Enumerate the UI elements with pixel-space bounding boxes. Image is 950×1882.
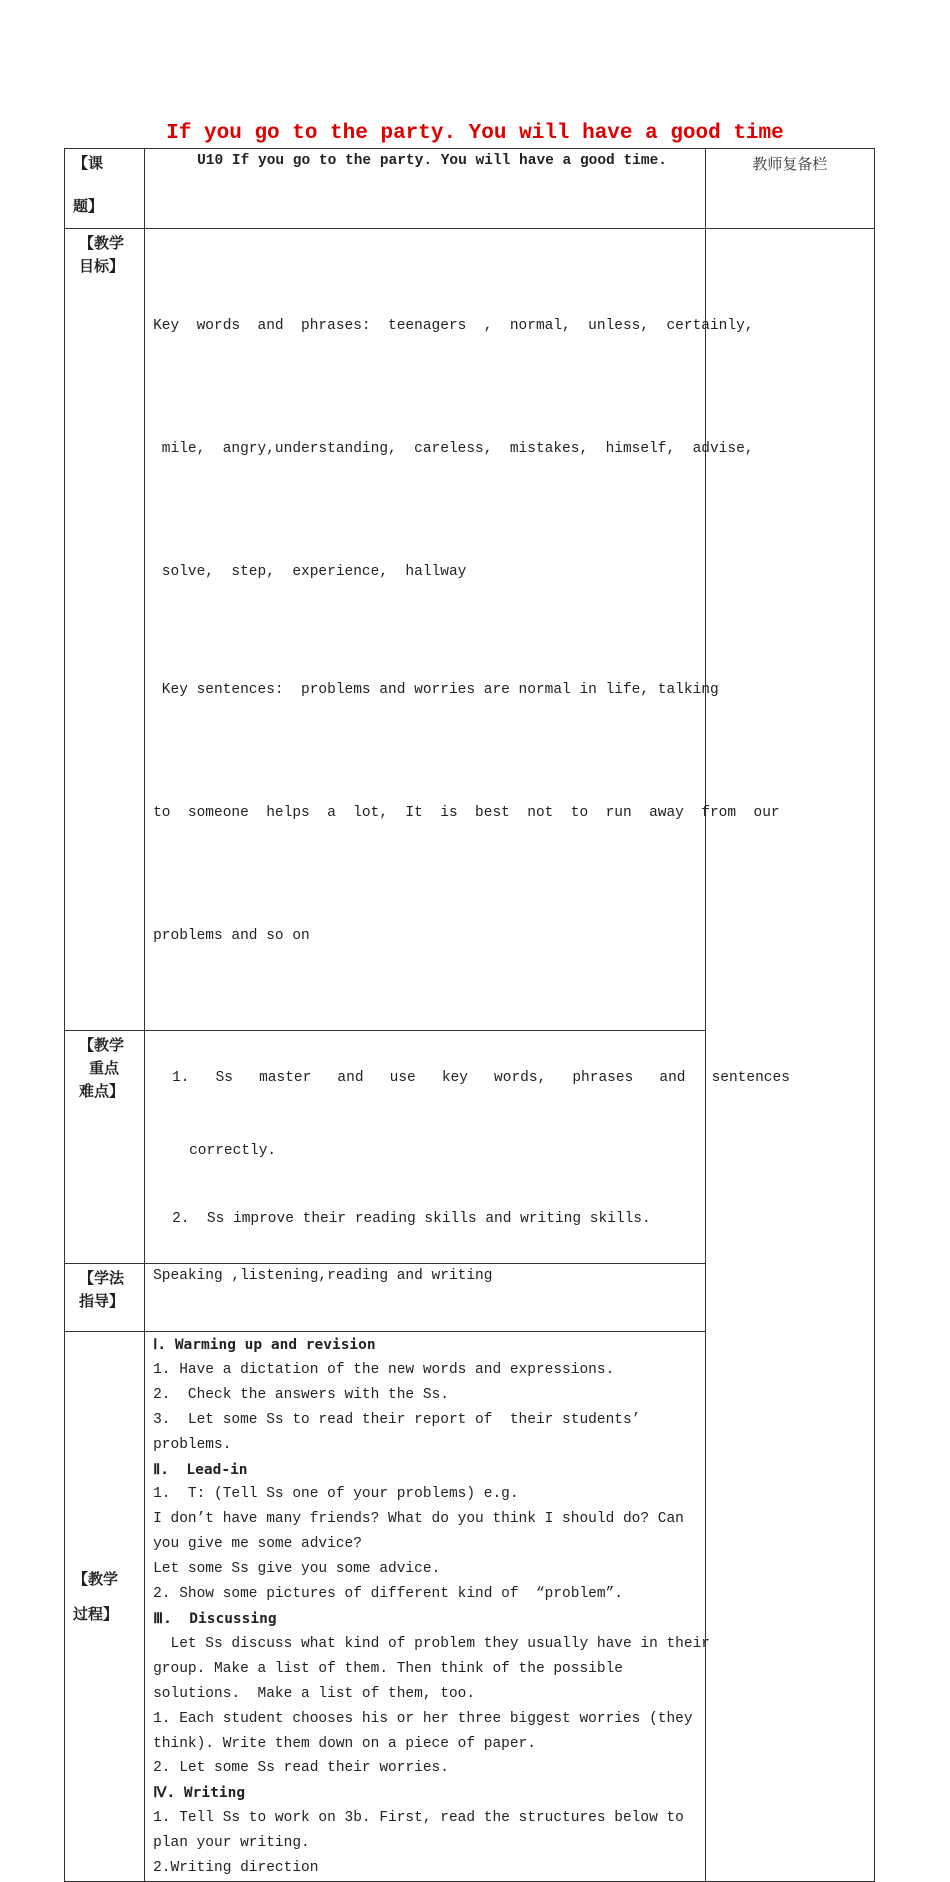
key-points-label-1: 【教学 (79, 1036, 125, 1054)
notes-cell (705, 229, 874, 1882)
process-label-2: 过程】 (73, 1605, 119, 1624)
objectives-line: Key words and phrases: teenagers , normal, unless, certainly, (153, 318, 754, 334)
topic-label-1: 【课 (73, 154, 104, 172)
key-points-text (145, 1031, 790, 1263)
topic-label-2: 题】 (73, 197, 104, 215)
process-label-1: 【教学 (73, 1570, 119, 1589)
objectives-label-1: 【教学 (79, 234, 125, 252)
method-label-2: 指导】 (79, 1292, 125, 1310)
process-line: 1. Each student chooses his or her three biggest worries (they (153, 1710, 693, 1727)
process-line: 1. T: (Tell Ss one of your problems) e.g. (153, 1486, 519, 1503)
process-line: group. Make a list of them. Then think of the possible (153, 1660, 623, 1677)
notes-header-cell (705, 149, 874, 229)
process-section-heading: Ⅳ. Writing (153, 1785, 246, 1802)
process-line: 2. Check the answers with the Ss. (153, 1386, 449, 1403)
process-content-cell (145, 1332, 710, 1882)
method-label-cell (65, 1264, 145, 1332)
objectives-line: to someone helps a lot, It is best not to run away from our (153, 805, 780, 821)
objectives-line: solve, step, experience, hallway (153, 564, 467, 580)
document-title: If you go to the party. You will have a good time (166, 122, 784, 145)
process-section-heading: Ⅲ. Discussing (153, 1610, 277, 1627)
objectives-label-cell (65, 229, 145, 1031)
objectives-label-2: 目标】 (79, 257, 125, 275)
process-line: solutions. Make a list of them, too. (153, 1685, 476, 1702)
topic-label-cell (65, 149, 145, 229)
objectives-text (145, 229, 780, 1030)
process-section-heading: Ⅱ. Lead-in (153, 1461, 248, 1478)
process-label-cell (65, 1332, 145, 1882)
process-line: think). Write them down on a piece of paper. (153, 1735, 536, 1752)
key-points-line: correctly. (189, 1143, 277, 1159)
objectives-line: Key sentences: problems and worries are normal in life, talking (153, 682, 719, 698)
process-line: I don’t have many friends? What do you think I should do? Can (153, 1511, 684, 1528)
process-section-heading: Ⅰ. Warming up and revision (153, 1337, 376, 1353)
process-line: 2.Writing direction (153, 1860, 319, 1877)
key-points-label-2: 重点 (89, 1059, 120, 1077)
topic-content-cell (145, 149, 706, 229)
key-points-label-cell (65, 1031, 145, 1264)
process-line: 2. Let some Ss read their worries. (153, 1760, 449, 1777)
process-line: you give me some advice? (153, 1536, 362, 1553)
process-line: problems. (153, 1436, 232, 1453)
notes-header: 教师复备栏 (752, 155, 828, 173)
key-points-label-3: 难点】 (79, 1082, 125, 1100)
process-line: 1. Tell Ss to work on 3b. First, read the structures below to (153, 1810, 684, 1827)
objectives-line: mile, angry,understanding, careless, mistakes, himself, advise, (153, 441, 754, 457)
objectives-line: problems and so on (153, 928, 310, 944)
key-points-content-cell (145, 1031, 790, 1264)
method-label-1: 【学法 (79, 1269, 125, 1287)
objectives-row (65, 229, 875, 1031)
method-content: Speaking ,listening,reading and writing (153, 1268, 493, 1284)
process-line: 3. Let some Ss to read their report of their students’ (153, 1411, 641, 1428)
lesson-plan-table (64, 148, 875, 1882)
topic-content: U10 If you go to the party. You will have a good time. (197, 153, 667, 169)
process-line: 2. Show some pictures of different kind of “problem”. (153, 1586, 623, 1603)
process-line: Let Ss discuss what kind of problem they usually have in their (153, 1635, 710, 1652)
key-points-line: 2. Ss improve their reading skills and writing skills. (172, 1211, 651, 1227)
topic-row (65, 149, 875, 229)
method-content-cell (145, 1264, 706, 1332)
process-text (145, 1332, 710, 1881)
process-line: plan your writing. (153, 1835, 310, 1852)
process-line: Let some Ss give you some advice. (153, 1561, 441, 1578)
key-points-line: 1. Ss master and use key words, phrases and sentences (172, 1070, 790, 1086)
objectives-content-cell (145, 229, 780, 1031)
process-line: 1. Have a dictation of the new words and expressions. (153, 1361, 615, 1378)
